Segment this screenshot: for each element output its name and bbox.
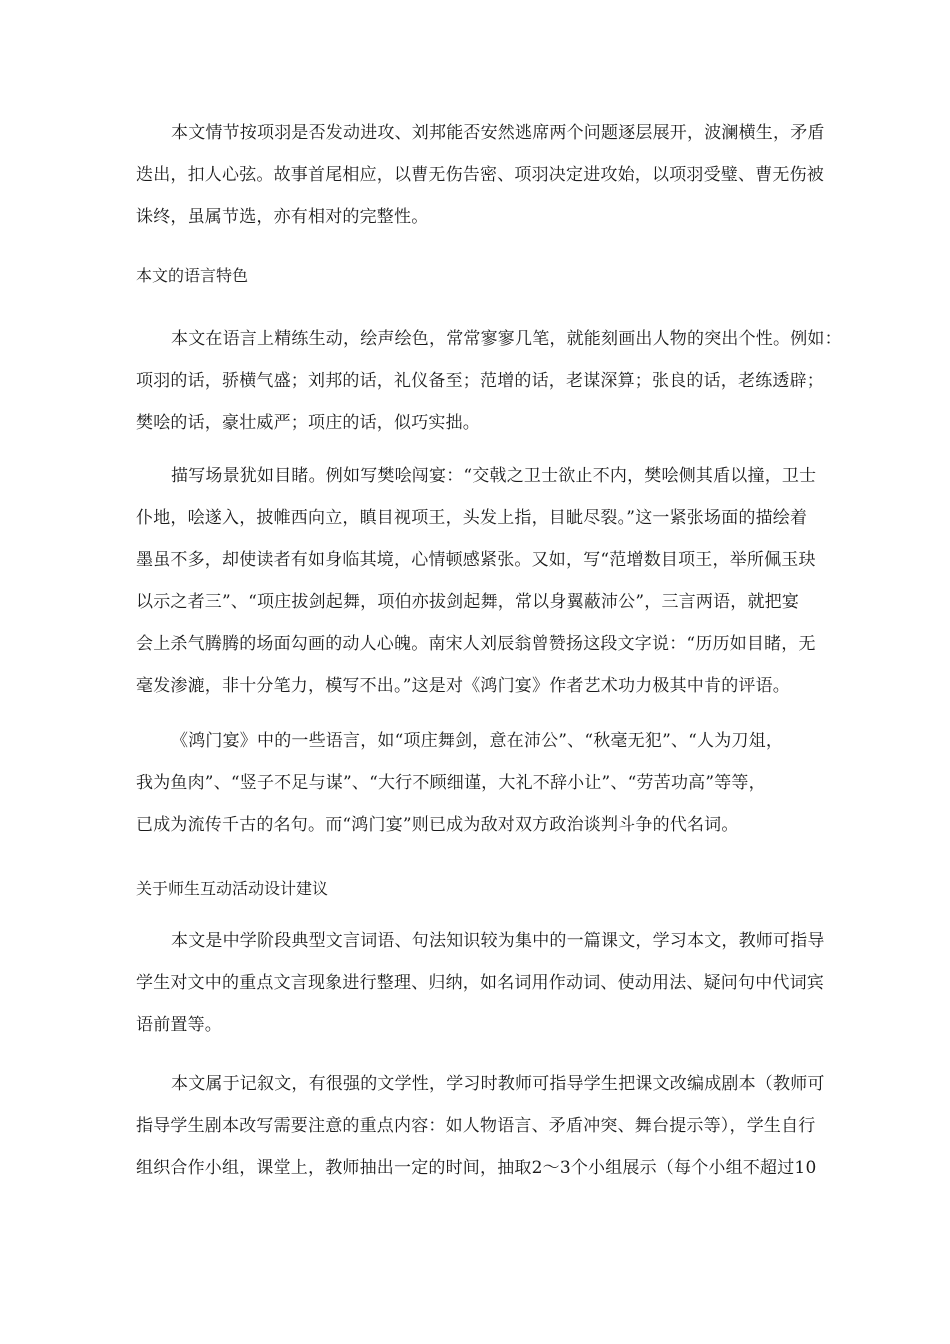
text-line: 语前置等。 [136,1015,222,1035]
text-line: 墨虽不多，却使读者有如身临其境，心情顿感紧张。又如，写“范增数目项王，举所佩玉玦 [136,550,816,570]
section-heading-language: 本文的语言特色 [136,266,249,285]
text-line: 仆地，哙遂入，披帷西向立，瞋目视项王，头发上指，目眦尽裂。”这一紧张场面的描绘着 [136,508,808,528]
paragraph-classical-knowledge [136,920,825,1046]
paragraph-script-adaptation [136,1063,825,1189]
text-line: 学生对文中的重点文言现象进行整理、归纳，如名词用作动词、使动用法、疑问句中代词宾 [136,973,824,993]
text-line: 本文属于记叙文，有很强的文学性，学习时教师可指导学生把课文改编成剧本（教师可 [171,1074,825,1094]
text-line: 《鸿门宴》中的一些语言，如“项庄舞剑，意在沛公”、“秋毫无犯”、“人为刀俎， [171,731,784,751]
text-line: 指导学生剧本改写需要注意的重点内容：如人物语言、矛盾冲突、舞台提示等），学生自行 [136,1116,816,1136]
paragraph-scene-description [136,455,822,707]
text-line: 本文在语言上精练生动，绘声绘色，常常寥寥几笔，就能刻画出人物的突出个性。例如： [171,329,842,349]
text-line: 项羽的话，骄横气盛；刘邦的话，礼仪备至；范增的话，老谋深算；张良的话，老练透辟； [136,371,824,391]
text-line: 毫发渗漉，非十分笔力，模写不出。”这是对《鸿门宴》作者艺术功力极其中肯的评语。 [136,676,790,696]
text-line: 迭出，扣人心弦。故事首尾相应，以曹无伤告密、项羽决定进攻始，以项羽受璧、曹无伤被 [136,165,824,185]
paragraph-famous-phrases [136,720,822,846]
text-line: 本文情节按项羽是否发动进攻、刘邦能否安然逃席两个问题逐层展开，波澜横生，矛盾 [171,123,825,143]
paragraph-plot-structure [136,112,825,238]
text-line: 樊哙的话，豪壮威严；项庄的话，似巧实拙。 [136,413,480,433]
text-line: 诛终，虽属节选，亦有相对的完整性。 [136,207,429,227]
text-line: 本文是中学阶段典型文言词语、句法知识较为集中的一篇课文，学习本文，教师可指导 [171,931,825,951]
text-line: 以示之者三”、“项庄拔剑起舞，项伯亦拔剑起舞，常以身翼蔽沛公”，三言两语，就把宴 [136,592,800,612]
text-line: 会上杀气腾腾的场面勾画的动人心魄。南宋人刘辰翁曾赞扬这段文字说：“历历如目睹，无 [136,634,816,654]
text-line: 已成为流传千古的名句。而“鸿门宴”则已成为敌对双方政治谈判斗争的代名词。 [136,815,739,835]
paragraph-language-features [136,318,842,444]
section-heading-activity: 关于师生互动活动设计建议 [136,879,329,898]
text-line: 描写场景犹如目睹。例如写樊哙闯宴：“交戟之卫士欲止不内，樊哙侧其盾以撞，卫士 [171,466,817,486]
text-line: 我为鱼肉”、“竖子不足与谋”、“大行不顾细谨，大礼不辞小让”、“劳苦功高”等等， [136,773,766,793]
text-line: 组织合作小组，课堂上，教师抽出一定的时间，抽取2～3个小组展示（每个小组不超过10 [136,1158,817,1178]
